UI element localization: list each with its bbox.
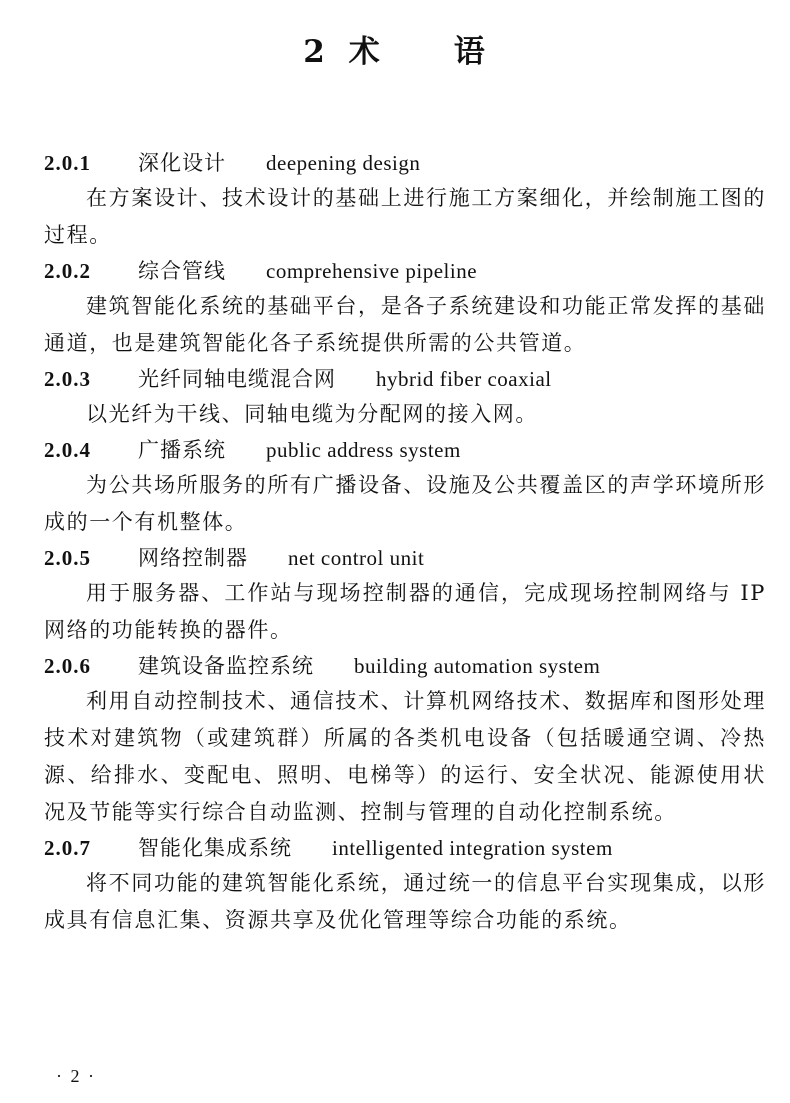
term-chinese-name: 智能化集成系统	[138, 836, 292, 860]
term-definition: 将不同功能的建筑智能化系统，通过统一的信息平台实现集成，以形成具有信息汇集、资源共享及优化管理等综合功能的系统。	[44, 871, 766, 932]
term-number: 2.0.2	[44, 259, 91, 283]
term-heading	[44, 254, 766, 288]
term-definition: 用于服务器、工作站与现场控制器的通信，完成现场控制网络与 IP 网络的功能转换的器件。	[44, 581, 766, 642]
term-chinese-name: 网络控制器	[138, 546, 248, 570]
term-english-name: public address system	[266, 438, 461, 462]
chapter-title-char-1: 术	[348, 34, 382, 70]
term-number: 2.0.4	[44, 438, 91, 462]
term-entry	[44, 831, 766, 939]
term-english-name: deepening design	[266, 151, 421, 175]
term-english-name: comprehensive pipeline	[266, 259, 478, 283]
term-english-name: building automation system	[354, 654, 601, 678]
term-heading	[44, 433, 766, 467]
term-heading	[44, 541, 766, 575]
term-english-name: intelligented integration system	[332, 836, 613, 860]
page-number: · 2 ·	[56, 1066, 96, 1086]
term-chinese-name: 综合管线	[138, 259, 226, 283]
term-heading	[44, 831, 766, 865]
term-number: 2.0.3	[44, 367, 91, 391]
term-heading	[44, 362, 766, 396]
term-chinese-name: 广播系统	[138, 438, 226, 462]
term-list	[44, 146, 766, 939]
term-definition: 以光纤为干线、同轴电缆为分配网的接入网。	[86, 402, 538, 426]
term-entry	[44, 433, 766, 541]
term-number: 2.0.7	[44, 836, 91, 860]
term-heading	[44, 146, 766, 180]
term-english-name: hybrid fiber coaxial	[376, 367, 552, 391]
term-entry	[44, 146, 766, 254]
term-entry	[44, 362, 766, 433]
term-chinese-name: 建筑设备监控系统	[138, 654, 314, 678]
term-chinese-name: 深化设计	[138, 151, 226, 175]
chapter-number: 2	[303, 34, 327, 70]
term-number: 2.0.1	[44, 151, 91, 175]
chapter-title-char-2: 语	[453, 34, 487, 70]
term-number: 2.0.6	[44, 654, 91, 678]
term-definition: 建筑智能化系统的基础平台，是各子系统建设和功能正常发挥的基础通道，也是建筑智能化各子系统提供所需的公共管道。	[44, 294, 766, 355]
chapter-title	[0, 26, 790, 71]
term-heading	[44, 649, 766, 683]
term-entry	[44, 649, 766, 831]
term-english-name: net control unit	[288, 546, 425, 570]
term-number: 2.0.5	[44, 546, 91, 570]
term-entry	[44, 254, 766, 362]
term-chinese-name: 光纤同轴电缆混合网	[138, 367, 336, 391]
term-definition: 利用自动控制技术、通信技术、计算机网络技术、数据库和图形处理技术对建筑物（或建筑群）所属的各类机电设备（包括暖通空调、冷热源、给排水、变配电、照明、电梯等）的运行、安全状况、能源使用状况及节能等实行综合自动监测、控制与管理的自动化控制系统。	[44, 689, 766, 824]
term-definition: 在方案设计、技术设计的基础上进行施工方案细化，并绘制施工图的过程。	[44, 186, 766, 247]
term-definition: 为公共场所服务的所有广播设备、设施及公共覆盖区的声学环境所形成的一个有机整体。	[44, 473, 766, 534]
term-entry	[44, 541, 766, 649]
